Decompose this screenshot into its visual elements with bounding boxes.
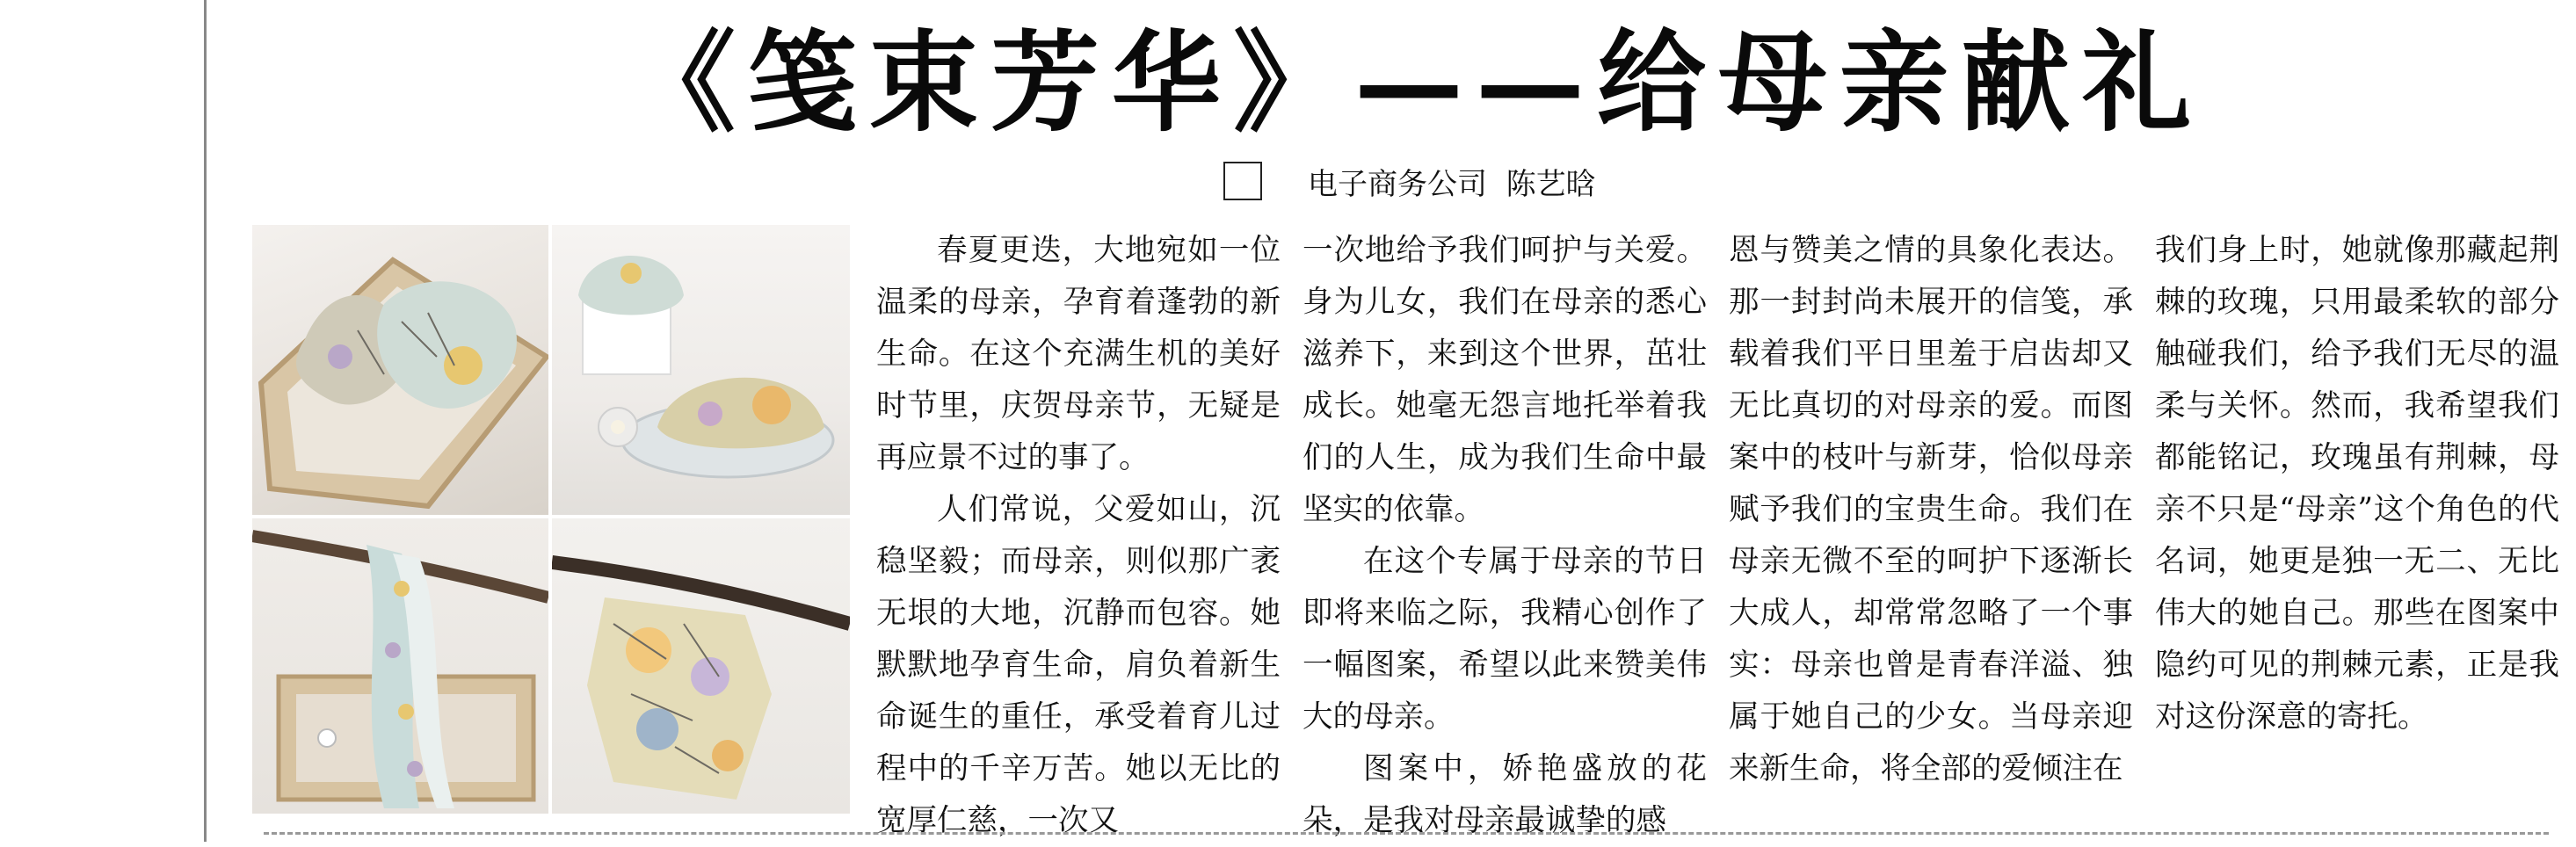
page-margin-line [204,0,207,842]
byline [1223,156,1596,206]
photo-collage [252,225,850,814]
dashed-divider [264,832,2549,835]
text-column-2 [1303,225,1707,847]
photo-scarf-bowl [552,225,850,515]
text-column-3 [1729,225,2133,795]
paragraph: 我们身上时，她就像那藏起荆棘的玫瑰，只用最柔软的部分触碰我们，给予我们无尽的温柔与关怀。然而，我希望我们都能铭记，玫瑰虽有荆棘，母亲不只是“母亲”这个角色的代名词，她更是独一无二、无比伟大的她自己。那些在图案中隐约可见的荆棘元素，正是我对这份深意的寄托。 [2155,233,2559,735]
paragraph: 在这个专属于母亲的节日即将来临之际，我精心创作了一幅图案，希望以此来赞美伟大的母亲。 [1303,544,1707,735]
text-column-1 [876,225,1281,847]
article-title: 《笺束芳华》——给母亲献礼 [626,19,2203,147]
text-column-4 [2155,225,2559,743]
photo-scarf-tray [252,225,548,515]
byline-text: 电子商务公司 陈艺晗 [1308,166,1596,202]
photo-scarf-branch [252,518,548,814]
paragraph: 图案中，娇艳盛放的花朵，是我对母亲最诚挚的感 [1303,751,1707,838]
paragraph: 一次地给予我们呵护与关爱。身为儿女，我们在母亲的悉心滋养下，来到这个世界，茁壮成长。她毫无怨言地托举着我们的人生，成为我们生命中最坚实的依靠。 [1303,233,1707,527]
paragraph: 人们常说，父爱如山，沉稳坚毅；而母亲，则似那广袤无垠的大地，沉静而包容。她默默地孕育生命，肩负着新生命诞生的重任，承受着育儿过程中的千辛万苦。她以无比的宽厚仁慈，一次又 [876,492,1281,838]
paragraph: 春夏更迭，大地宛如一位温柔的母亲，孕育着蓬勃的新生命。在这个充满生机的美好时节里，庆贺母亲节，无疑是再应景不过的事了。 [876,233,1281,475]
photo-scarf-hanging [552,518,850,814]
paragraph: 恩与赞美之情的具象化表达。那一封封尚未展开的信笺，承载着我们平日里羞于启齿却又无比真切的对母亲的爱。而图案中的枝叶与新芽，恰似母亲赋予我们的宝贵生命。我们在母亲无微不至的呵护下逐渐长大成人，却常常忽略了一个事实：母亲也曾是青春洋溢、独属于她自己的少女。当母亲迎来新生命，将全部的爱倾注在 [1729,233,2133,786]
checkbox-square-icon [1223,162,1262,200]
